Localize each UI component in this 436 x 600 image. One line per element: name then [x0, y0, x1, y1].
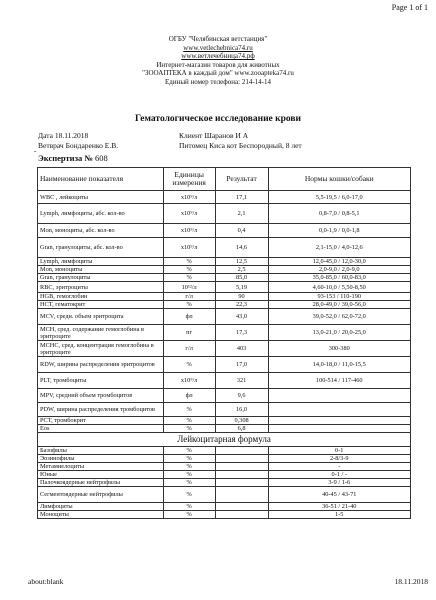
cell-result	[215, 463, 268, 471]
cell-name: Mon, моноциты, абс. кол-во	[38, 224, 164, 238]
cell-units: %	[163, 455, 215, 463]
cell-units: %	[163, 425, 215, 433]
cell-units: 10¹²/л	[163, 282, 215, 293]
cell-name: Gran, гранулоциты, абс. кол-во	[38, 238, 164, 258]
cell-norm: 2,1-15,0 / 4,0-12,6	[268, 238, 411, 258]
shop-line: Интернет-магазин товаров для животных	[156, 60, 280, 69]
formula-row	[38, 503, 411, 511]
cell-units: %	[163, 417, 215, 425]
table-row	[38, 282, 411, 293]
table-row	[38, 341, 411, 357]
cell-result: 22,3	[215, 301, 268, 309]
phone-line: Единый номер телефона: 214-14-14	[164, 77, 272, 86]
cell-name: Mon, моноциты	[38, 266, 164, 274]
cell-result: 17,0	[215, 357, 268, 373]
formula-section-row	[38, 433, 411, 447]
formula-title: Лейкоцитарная формула	[38, 433, 411, 447]
cell-name: Eos	[38, 425, 164, 433]
cell-norm: 0,8-7,0 / 0,8-5,1	[268, 204, 411, 224]
cell-result: 16,0	[215, 403, 268, 417]
cell-units: %	[163, 403, 215, 417]
cell-norm: 14,0-18,0 / 11,0-15,5	[268, 357, 411, 373]
cell-name: Lymph, лимфоциты, абс. кол-во	[38, 204, 164, 224]
formula-row	[38, 463, 411, 471]
cell-norm: 100-514 / 117-460	[268, 373, 411, 389]
formula-row	[38, 487, 411, 503]
table-row	[38, 224, 411, 238]
header-norms: Нормы кошки/собаки	[268, 168, 411, 191]
cell-result: 17,3	[215, 325, 268, 341]
cell-result	[215, 455, 268, 463]
exam-date: Дата 18.11.2018	[38, 131, 89, 140]
cell-units: пг	[163, 325, 215, 341]
cell-norm: -	[268, 463, 411, 471]
shop-name: "ЗООАПТЕКА в каждый дом" www.zooapteka74.ru	[142, 69, 294, 78]
cell-result: 5,19	[215, 282, 268, 293]
cell-name: Палочкоядерные нейтрофилы	[38, 479, 164, 487]
cell-units: %	[163, 503, 215, 511]
table-row	[38, 301, 411, 309]
formula-row	[38, 511, 411, 519]
cell-name: RDW, ширина распределения эритроцитов	[38, 357, 164, 373]
cell-units: %	[163, 479, 215, 487]
document-title: Гематологическое исследование крови	[134, 114, 302, 124]
footer-url: about:blank	[28, 577, 64, 586]
cell-name: Gran, гранулоциты	[38, 274, 164, 282]
cell-name: Юные	[38, 471, 164, 479]
cell-name: Лимфоциты	[38, 503, 164, 511]
cell-norm: 4,60-10,0 / 5,50-8,50	[268, 282, 411, 293]
exam-label: Экспертиза №	[38, 153, 93, 163]
cell-result: 321	[215, 373, 268, 389]
cell-result: 90	[215, 293, 268, 301]
table-row	[38, 266, 411, 274]
cell-norm: 0-1 / -	[268, 471, 411, 479]
cell-result: 9,6	[215, 389, 268, 403]
table-row	[38, 204, 411, 224]
cell-result: 403	[215, 341, 268, 357]
exam-id: 608	[95, 153, 108, 163]
exam-number	[38, 153, 108, 163]
cell-name: MCV, средн. объем эритроцита	[38, 309, 164, 325]
cell-units: x10⁹/л	[163, 238, 215, 258]
table-row	[38, 357, 411, 373]
table-row	[38, 238, 411, 258]
formula-row	[38, 455, 411, 463]
formula-row	[38, 479, 411, 487]
clinic-header	[0, 35, 436, 87]
cell-norm	[268, 389, 411, 403]
cell-name: PCT, тромбокрит	[38, 417, 164, 425]
cell-units: x10⁹/л	[163, 204, 215, 224]
cell-norm: 2,0-9,0 / 2,0-9,0	[268, 266, 411, 274]
header-name: Наименование показателя	[38, 168, 164, 191]
cell-result: 43,0	[215, 309, 268, 325]
cell-norm: 93-153 / 110-190	[268, 293, 411, 301]
cell-name: MCHC, сред. концентрация гемоглобина в эритроците	[38, 341, 164, 357]
cell-units: %	[163, 447, 215, 455]
cell-name: PDW, ширина распределения тромбоцитов	[38, 403, 164, 417]
cell-norm: 300-380	[268, 341, 411, 357]
cell-name: HGB, гемоглобин	[38, 293, 164, 301]
cell-norm	[268, 425, 411, 433]
cell-name: Метамиелоциты	[38, 463, 164, 471]
cell-norm: 2-8/3-9	[268, 455, 411, 463]
pet-info: Питомец Киса кот Беспородный, 8 лет	[179, 141, 302, 150]
cell-name: PLT, тромбоциты	[38, 373, 164, 389]
cell-norm: 35,0-85,0 / 60,0-83,0	[268, 274, 411, 282]
cell-norm: 13,0-21,0 / 20,0-25,0	[268, 325, 411, 341]
cell-units: %	[163, 471, 215, 479]
cell-units: фл	[163, 309, 215, 325]
header-units: Единицы измерения	[163, 168, 215, 191]
cell-result	[215, 447, 268, 455]
table-row	[38, 293, 411, 301]
cell-result	[215, 479, 268, 487]
table-row	[38, 191, 411, 204]
table-row	[38, 274, 411, 282]
formula-row	[38, 447, 411, 455]
table-row	[38, 389, 411, 403]
cell-norm: 36-51 / 21-40	[268, 503, 411, 511]
table-row	[38, 325, 411, 341]
cell-result: 12,5	[215, 258, 268, 266]
cell-result	[215, 487, 268, 503]
cell-name: Моноциты	[38, 511, 164, 519]
cell-units: %	[163, 463, 215, 471]
cell-units: фл	[163, 389, 215, 403]
table-row	[38, 309, 411, 325]
cell-name: MCH, сред. содержание гемоглобина в эритроците	[38, 325, 164, 341]
cell-units: %	[163, 357, 215, 373]
cell-result	[215, 511, 268, 519]
table-row	[38, 373, 411, 389]
cell-units: %	[163, 274, 215, 282]
cell-units: %	[163, 258, 215, 266]
cell-units: г/л	[163, 341, 215, 357]
doctor-name: Ветврач Бондаренко Е.В.	[38, 141, 119, 150]
org-name: ОГБУ "Челябинская ветстанция"	[168, 35, 268, 43]
cell-units: г/л	[163, 293, 215, 301]
cell-result: 14,6	[215, 238, 268, 258]
cell-norm: 28,0-49,0 / 39,0-56,0	[268, 301, 411, 309]
cell-result: 17,1	[215, 191, 268, 204]
cell-result: 2,1	[215, 204, 268, 224]
cell-norm: 0-1	[268, 447, 411, 455]
results-table	[37, 167, 411, 519]
cell-name: MPV, средний объем тромбоцитов	[38, 389, 164, 403]
cell-norm	[268, 417, 411, 425]
cell-result: 0,4	[215, 224, 268, 238]
cell-units: %	[163, 301, 215, 309]
header-result: Результат	[215, 168, 268, 191]
cell-result: 0,308	[215, 417, 268, 425]
cell-norm	[268, 403, 411, 417]
cell-name: RBC, эритроциты	[38, 282, 164, 293]
cell-result: 85,0	[215, 274, 268, 282]
cell-norm: 12,0-45,0 / 12,0-30,0	[268, 258, 411, 266]
cell-name: HCT, гематокрит	[38, 301, 164, 309]
table-row	[38, 417, 411, 425]
table-header-row	[38, 168, 411, 191]
site-link-2[interactable]: www.ветлечебница74.рф	[181, 52, 255, 61]
cell-name: Базофилы	[38, 447, 164, 455]
cell-units: %	[163, 266, 215, 274]
cell-norm: 40-45 / 43-71	[268, 487, 411, 503]
formula-row	[38, 471, 411, 479]
cell-result: 2,5	[215, 266, 268, 274]
dash-mark: -	[34, 147, 37, 155]
cell-result	[215, 503, 268, 511]
cell-name: Эозинофилы	[38, 455, 164, 463]
cell-name: Сегментоядерные нейтрофилы	[38, 487, 164, 503]
site-link-1[interactable]: www.vetlechebnica74.ru	[183, 43, 253, 52]
cell-units: x10⁹/л	[163, 373, 215, 389]
cell-result	[215, 471, 268, 479]
cell-units: x10⁹/л	[163, 224, 215, 238]
cell-norm: 1-5	[268, 511, 411, 519]
cell-norm: 5,5-19,5 / 6,0-17,0	[268, 191, 411, 204]
table-row	[38, 258, 411, 266]
cell-norm: 3-9 / 1-6	[268, 479, 411, 487]
table-row	[38, 403, 411, 417]
cell-norm: 0,0-1,9 / 0,0-1,8	[268, 224, 411, 238]
footer-date: 18.11.2018	[394, 577, 428, 586]
cell-units: %	[163, 487, 215, 503]
cell-units: x10⁹/л	[163, 191, 215, 204]
cell-name: WBC , лейкоциты	[38, 191, 164, 204]
cell-norm: 39,0-52,0 / 62,0-72,0	[268, 309, 411, 325]
page-number: Page 1 of 1	[391, 3, 428, 12]
cell-result: 6,8	[215, 425, 268, 433]
cell-name: Lymph, лимфоциты	[38, 258, 164, 266]
client-name: Клиент Шаранов И А	[179, 131, 249, 140]
table-row	[38, 425, 411, 433]
cell-units: %	[163, 511, 215, 519]
